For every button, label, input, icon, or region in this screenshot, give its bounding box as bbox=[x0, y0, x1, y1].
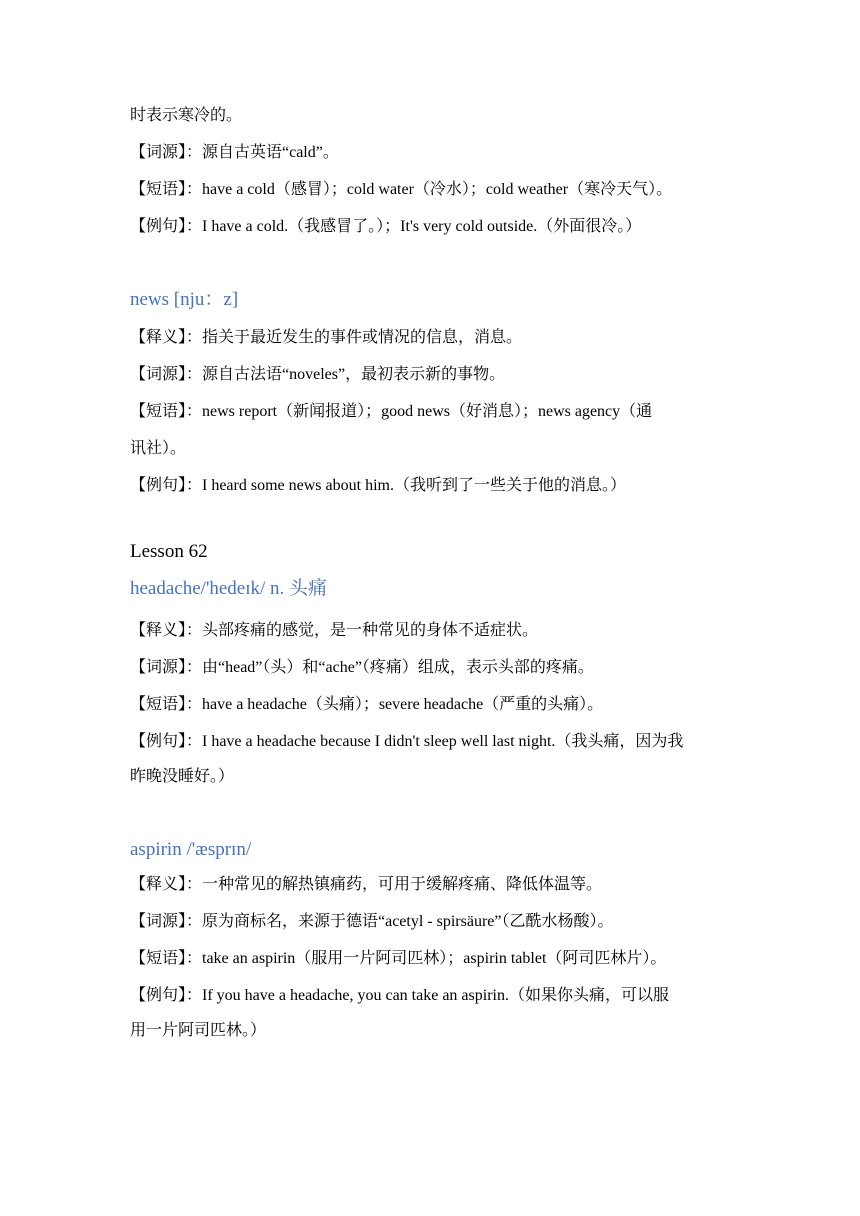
aspirin-example-line2: 用一片阿司匹林。） bbox=[130, 1022, 267, 1039]
news-definition: 【释义】：指关于最近发生的事件或情况的信息，消息。 bbox=[130, 329, 523, 346]
news-headword: news [nju：z] bbox=[130, 289, 239, 310]
headache-etymology: 【词源】：由“head”（头）和“ache”（疼痛）组成，表示头部的疼痛。 bbox=[130, 659, 594, 676]
headache-definition: 【释义】：头部疼痛的感觉，是一种常见的身体不适症状。 bbox=[130, 622, 539, 639]
news-phrases-line1: 【短语】：news report（新闻报道）；good news（好消息）；news agency（通 bbox=[130, 403, 653, 420]
headache-example-line2: 昨晚没睡好。） bbox=[130, 768, 235, 785]
aspirin-phrases: 【短语】：take an aspirin（服用一片阿司匹林）；aspirin tablet（阿司匹林片）。 bbox=[130, 950, 667, 967]
intro-tail-text: 时表示寒冷的。 bbox=[130, 107, 243, 124]
news-phrases-line2: 讯社）。 bbox=[130, 440, 187, 457]
aspirin-definition: 【释义】：一种常见的解热镇痛药，可用于缓解疼痛、降低体温等。 bbox=[130, 876, 603, 893]
cold-example: 【例句】：I have a cold.（我感冒了。）；It's very cold outside.（外面很冷。） bbox=[130, 218, 642, 235]
aspirin-example-line1: 【例句】：If you have a headache, you can take an aspirin.（如果你头痛，可以服 bbox=[130, 987, 669, 1004]
aspirin-headword: aspirin /'æsprɪn/ bbox=[130, 839, 252, 860]
news-example: 【例句】：I heard some news about him.（我听到了一些关于他的消息。） bbox=[130, 477, 626, 494]
headache-headword: headache/'hedeɪk/ n. 头痛 bbox=[130, 578, 328, 599]
aspirin-etymology: 【词源】：原为商标名，来源于德语“acetyl - spirsäure”（乙酰水杨酸）。 bbox=[130, 913, 614, 930]
lesson-title: Lesson 62 bbox=[130, 541, 208, 562]
headache-example-line1: 【例句】：I have a headache because I didn't sleep well last night.（我头痛，因为我 bbox=[130, 733, 684, 750]
headache-phrases: 【短语】：have a headache（头痛）；severe headache（严重的头痛）。 bbox=[130, 696, 604, 713]
news-etymology: 【词源】：源自古法语“noveles”，最初表示新的事物。 bbox=[130, 366, 506, 383]
cold-phrases: 【短语】：have a cold（感冒）；cold water（冷水）；cold weather（寒冷天气）。 bbox=[130, 181, 673, 198]
cold-etymology: 【词源】：源自古英语“cald”。 bbox=[130, 144, 339, 161]
